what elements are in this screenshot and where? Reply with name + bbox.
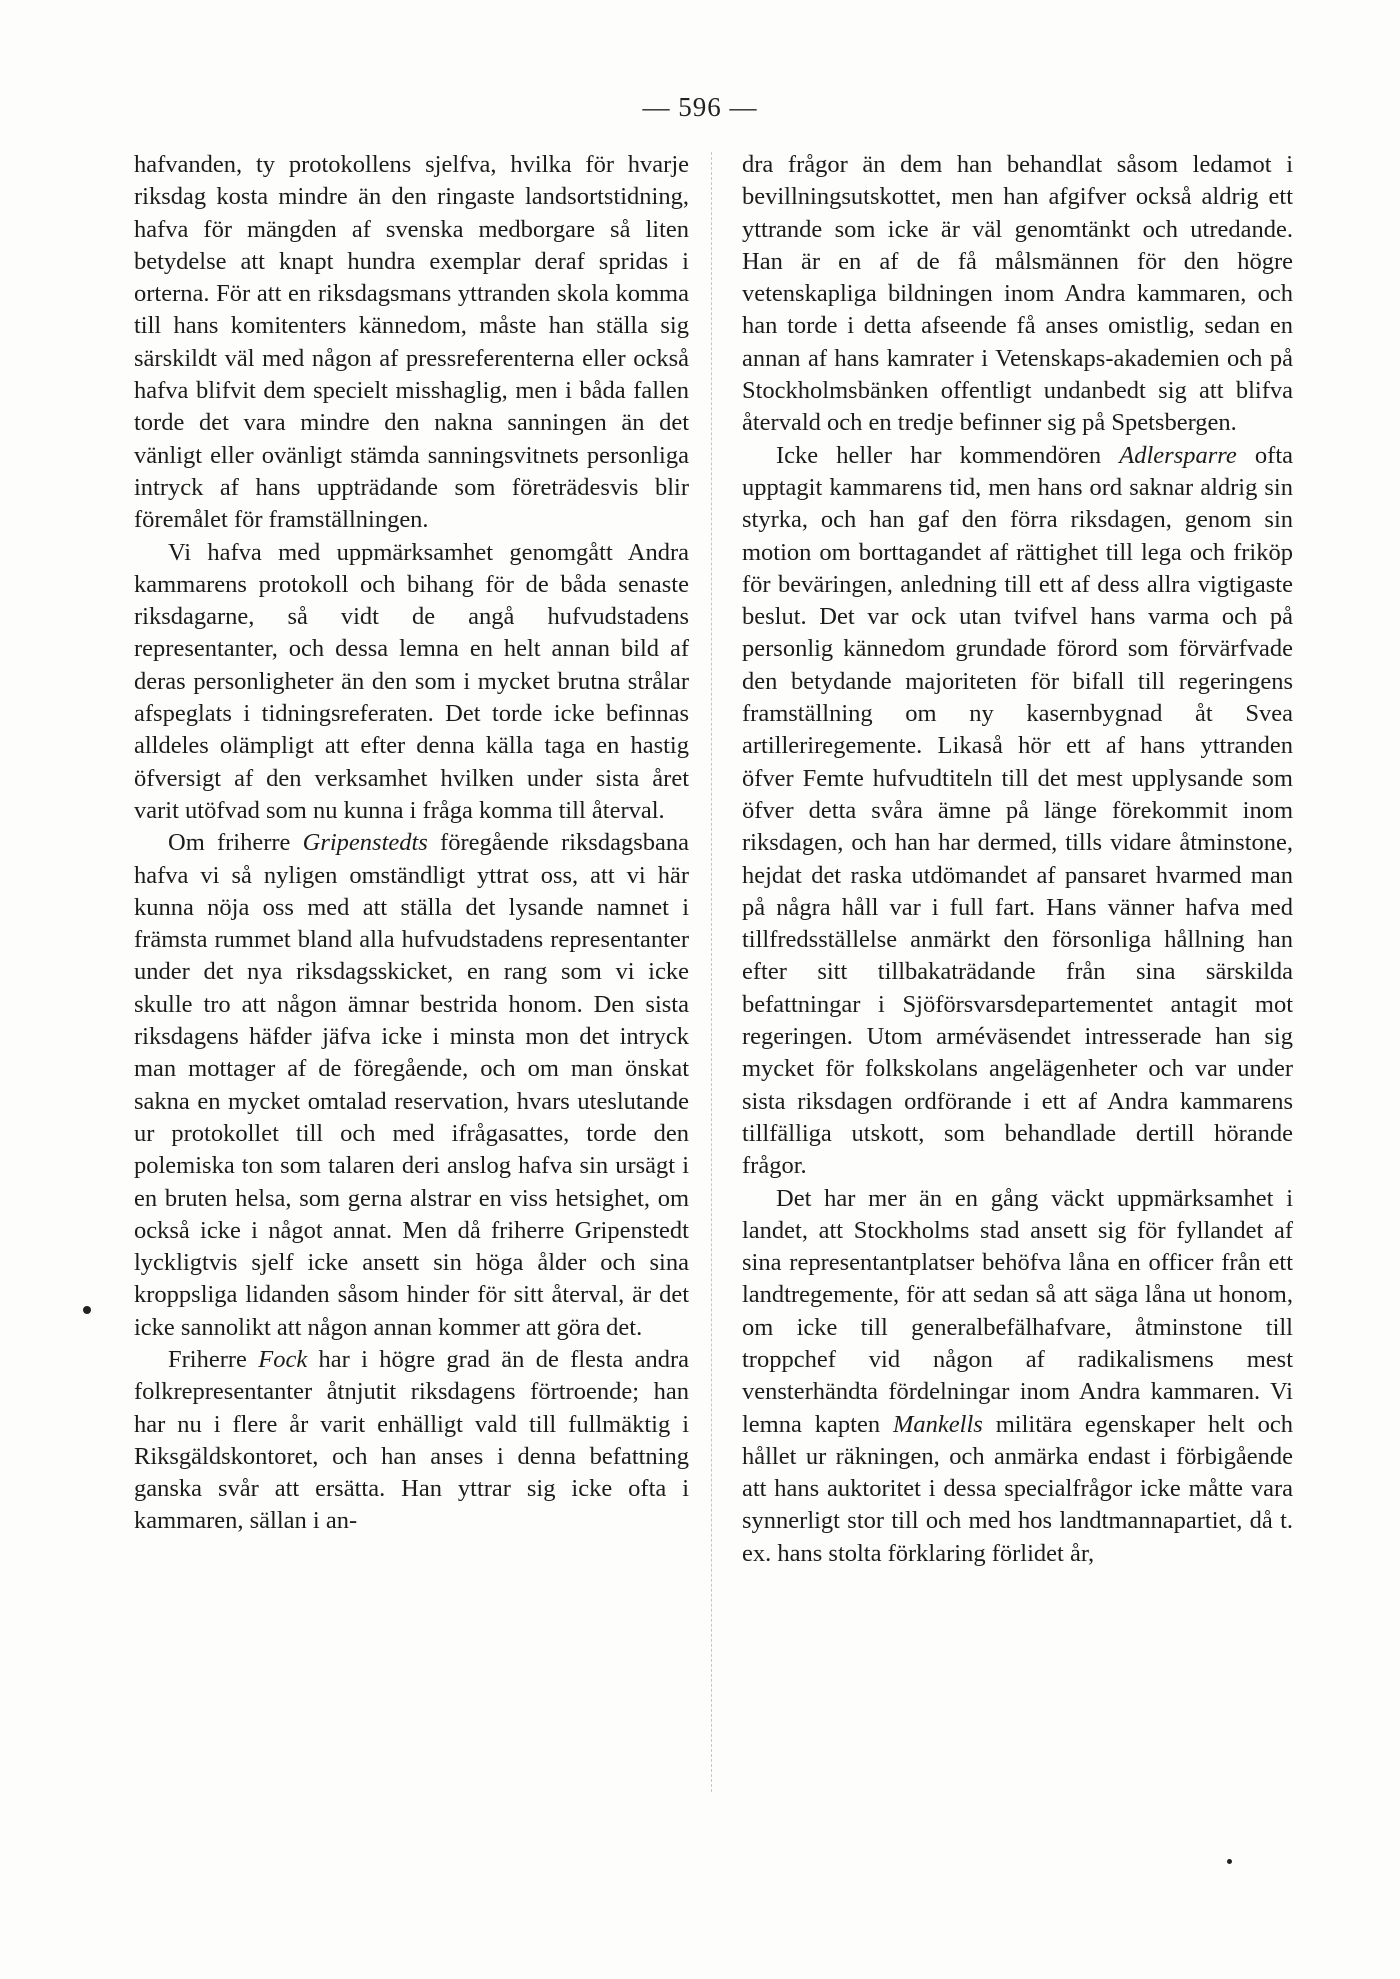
right-paragraph-2-rest: ofta upptagit kammarens tid, men hans ord saknar aldrig sin styrka, och han gaf den förra riksdagen, genom sin motion om borttagandet af rättighet till lega och friköp för beväringen, anledning till ett af dess allra vigtigaste beslut. Det var ock utan tvifvel hans varma och på personlig kännedom grundade förord som förvärfvade den betydande majoriteten för bifall till regeringens framställning om ny kasernbygnad åt Svea artilleriregemente. Likaså hör ett af hans yttranden öfver Femte hufvudtiteln till det mest upplysande som öfver detta svåra ämne på länge förekommit inom riksdagen, och han har dermed, tills vidare åtminstone, hejdat det raska utdömandet af pansaret hvarmed man på några håll var i full fart. Hans vänner hafva med tillfredsställelse anmärkt den försonliga hållning han efter sitt tillbakaträdande från sina särskilda befattningar i Sjöförsvarsdepartementet antagit mot regeringen. Utom arméväsendet intresserade han sig mycket för folkskolans angelägenheter och var under sista riksdagen ordförande i ett af Andra kammarens tillfälliga utskott, som behandlade dertill hörande frågor. — [742, 441, 1294, 1180]
name-mankells: Mankells — [893, 1410, 983, 1438]
ink-speck — [1227, 1859, 1232, 1864]
name-gripenstedts: Gripenstedts — [302, 829, 428, 857]
left-paragraph-4-rest: har i högre grad än de flesta andra folkrepresentanter åtnjutit riksdagens förtroende; han har nu i flere år varit enhälligt vald till fullmäktig i Riksgäldskontoret, och han anses i denna befattning ganska svår att ersätta. Han yttrar sig icke ofta i kammaren, sällan i an- — [134, 1345, 689, 1535]
right-paragraph-2 — [742, 440, 1293, 1183]
left-paragraph-3-start: Om friherre — [168, 829, 303, 857]
left-paragraph-4 — [134, 1344, 689, 1538]
column-divider — [711, 152, 712, 1792]
right-paragraph-2-start: Icke heller har kommendören — [776, 441, 1120, 469]
ink-speck — [83, 1306, 91, 1314]
left-paragraph-2: Vi hafva med uppmärksamhet genomgått Andra kammarens protokoll och bihang för de båda senaste riksdagarne, så vidt de angå hufvudstadens representanter, och dessa lemna en helt annan bild af deras personligheter än den som i mycket brutna strålar afspeglats i tidningsreferaten. Det torde icke befinnas alldeles olämpligt att efter denna källa taga en hastig öfversigt af den verksamhet hvilken under sista året varit utöfvad som nu kunna i fråga komma till återval. — [134, 538, 689, 824]
right-paragraph-3 — [742, 1183, 1293, 1571]
right-column — [742, 149, 1293, 1570]
name-fock: Fock — [258, 1345, 308, 1373]
left-paragraph-1: hafvanden, ty protokollens sjelfva, hvilka för hvarje riksdag kosta mindre än den ringaste landsortstidning, hafva för mängden af svenska medborgare så liten betydelse att knapt hundra exemplar deraf spridas i orterna. För att en riksdagsmans yttranden skola komma till hans komitenters kännedom, måste han ställa sig särskildt väl med någon af pressreferenterna eller också hafva blifvit dem specielt misshaglig, men i båda fallen torde det vara mindre den nakna sanningen än det vänligt eller ovänligt stämda sanningsvitnets personliga intryck af hans uppträdande som företrädesvis blir föremålet för framställningen. — [134, 151, 689, 534]
right-paragraph-3-rest: militära egenskaper helt och hållet ur räkningen, och anmärka endast i förbigående att hans auktoritet i dessa specialfrågor icke måtte vara synnerligt stor till och med hos landtmannapartiet, då t. ex. hans stolta förklaring förlidet år, — [742, 1410, 1293, 1567]
left-paragraph-3-rest: föregående riksdagsbana hafva vi så nyligen omständligt yttrat oss, att vi här kunna nöja oss med att ställa det lysande namnet i främsta rummet bland alla hufvudstadens representanter under det nya riksdagsskicket, en rang som vi icke skulle tro att någon ämnar bestrida honom. Den sista riksdagens häfder jäfva icke i minsta mon det intryck man mottager af de föregående, och om man önskat sakna en mycket omtalad reservation, hvars uteslutande ur protokollet till och med ifrågasattes, torde den polemiska ton som talaren deri anslog hafva sin ursägt i en bruten helsa, som gerna alstrar en viss hetsighet, om också icke i något annat. Men då friherre Gripenstedt lyckligtvis sjelf icke ansett sin höga ålder och sina kroppsliga lidanden såsom hinder för sitt återval, är det icke sannolikt att någon annan kommer att göra det. — [134, 829, 689, 1341]
page-number: — 596 — — [642, 92, 758, 122]
name-adlersparre: Adlersparre — [1119, 441, 1237, 469]
left-paragraph-3 — [134, 827, 689, 1344]
left-column — [134, 149, 689, 1538]
left-paragraph-4-start: Friherre — [168, 1345, 259, 1373]
right-paragraph-3-start: Det har mer än en gång väckt uppmärksamhet i landet, att Stockholms stad ansett sig för fyllandet af sina representantplatser behöfva låna en officer från ett landtregemente, för att sedan så att säga låna ut honom, om icke till generalbefälhafvare, åtminstone till troppchef vid någon af radikalismens mest vensterhändta fördelningar inom Andra kammaren. Vi lemna kapten — [742, 1184, 1293, 1438]
right-paragraph-1: dra frågor än dem han behandlat såsom ledamot i bevillningsutskottet, men han afgifver också aldrig ett yttrande som icke är väl genomtänkt och utredande. Han är en af de få målsmännen för den högre vetenskapliga bildningen inom Andra kammaren, och han torde i detta afseende få anses omistlig, sedan en annan af hans kamrater i Vetenskaps-akademien och på Stockholmsbänken offentligt undanbedt sig att blifva återvald och en tredje befinner sig på Spetsbergen. — [742, 151, 1293, 437]
